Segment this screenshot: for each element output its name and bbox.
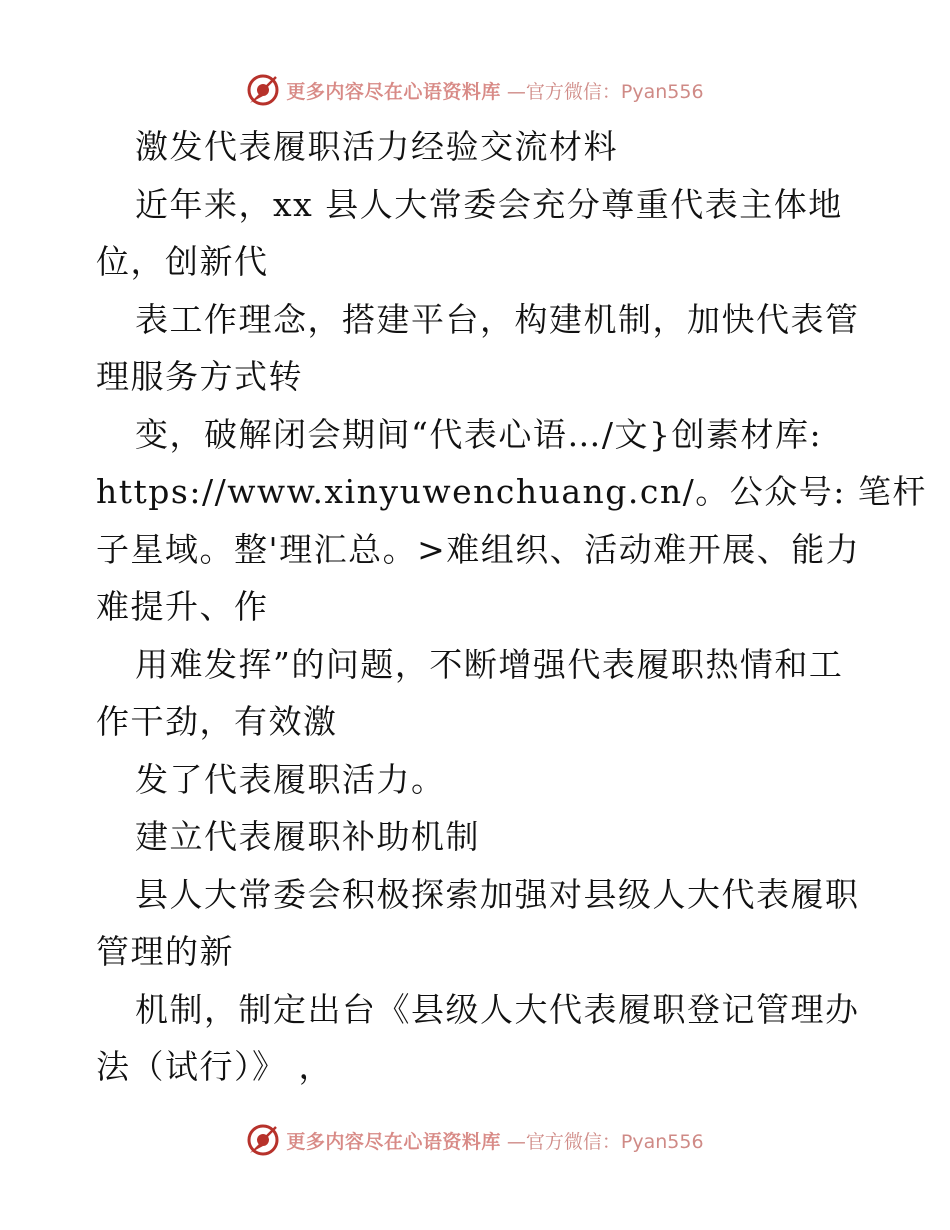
body-line: 变，破解闭会期间“代表心语…/文}创素材库: [135, 414, 823, 454]
body-line: 机制，制定出台《县级人大代表履职登记管理办 [135, 989, 860, 1029]
footer-banner [0, 1120, 950, 1160]
body-line: 位，创新代 [96, 242, 269, 281]
pen-logo-icon [246, 1123, 280, 1157]
header-banner [0, 70, 950, 110]
body-line: 法（试行）》 ， [96, 1047, 333, 1086]
body-line: 表工作理念，搭建平台，构建机制，加快代表管 [135, 299, 860, 339]
section-heading: 建立代表履职补助机制 [135, 817, 480, 856]
banner-sub-text: —官方微信：Pyan556 [506, 1130, 704, 1153]
pen-logo-icon [246, 73, 280, 107]
banner-sub-text: —官方微信：Pyan556 [506, 80, 704, 103]
body-line: 县人大常委会积极探索加强对县级人大代表履职 [135, 874, 860, 914]
body-line: 作干劲，有效激 [96, 702, 338, 741]
body-line: 理服务方式转 [96, 357, 303, 396]
body-line: 用难发挥”的问题，不断增强代表履职热情和工 [135, 644, 844, 684]
body-line: 激发代表履职活力经验交流材料 [135, 127, 618, 166]
body-line: 近年来，xx 县人大常委会充分尊重代表主体地 [135, 184, 843, 224]
body-line: 管理的新 [96, 932, 234, 971]
banner-main-text: 更多内容尽在心语资料库 [286, 80, 501, 103]
document-body [96, 118, 927, 1096]
banner-main-text: 更多内容尽在心语资料库 [286, 1130, 501, 1153]
body-line: 发了代表履职活力。 [135, 759, 446, 799]
body-line: https://www.xinyuwenchuang.cn/。公众号: 笔杆 [96, 472, 927, 511]
body-line: 子星域。整'理汇总。>难组织、活动难开展、能力 [96, 529, 861, 569]
body-line: 难提升、作 [96, 587, 269, 626]
